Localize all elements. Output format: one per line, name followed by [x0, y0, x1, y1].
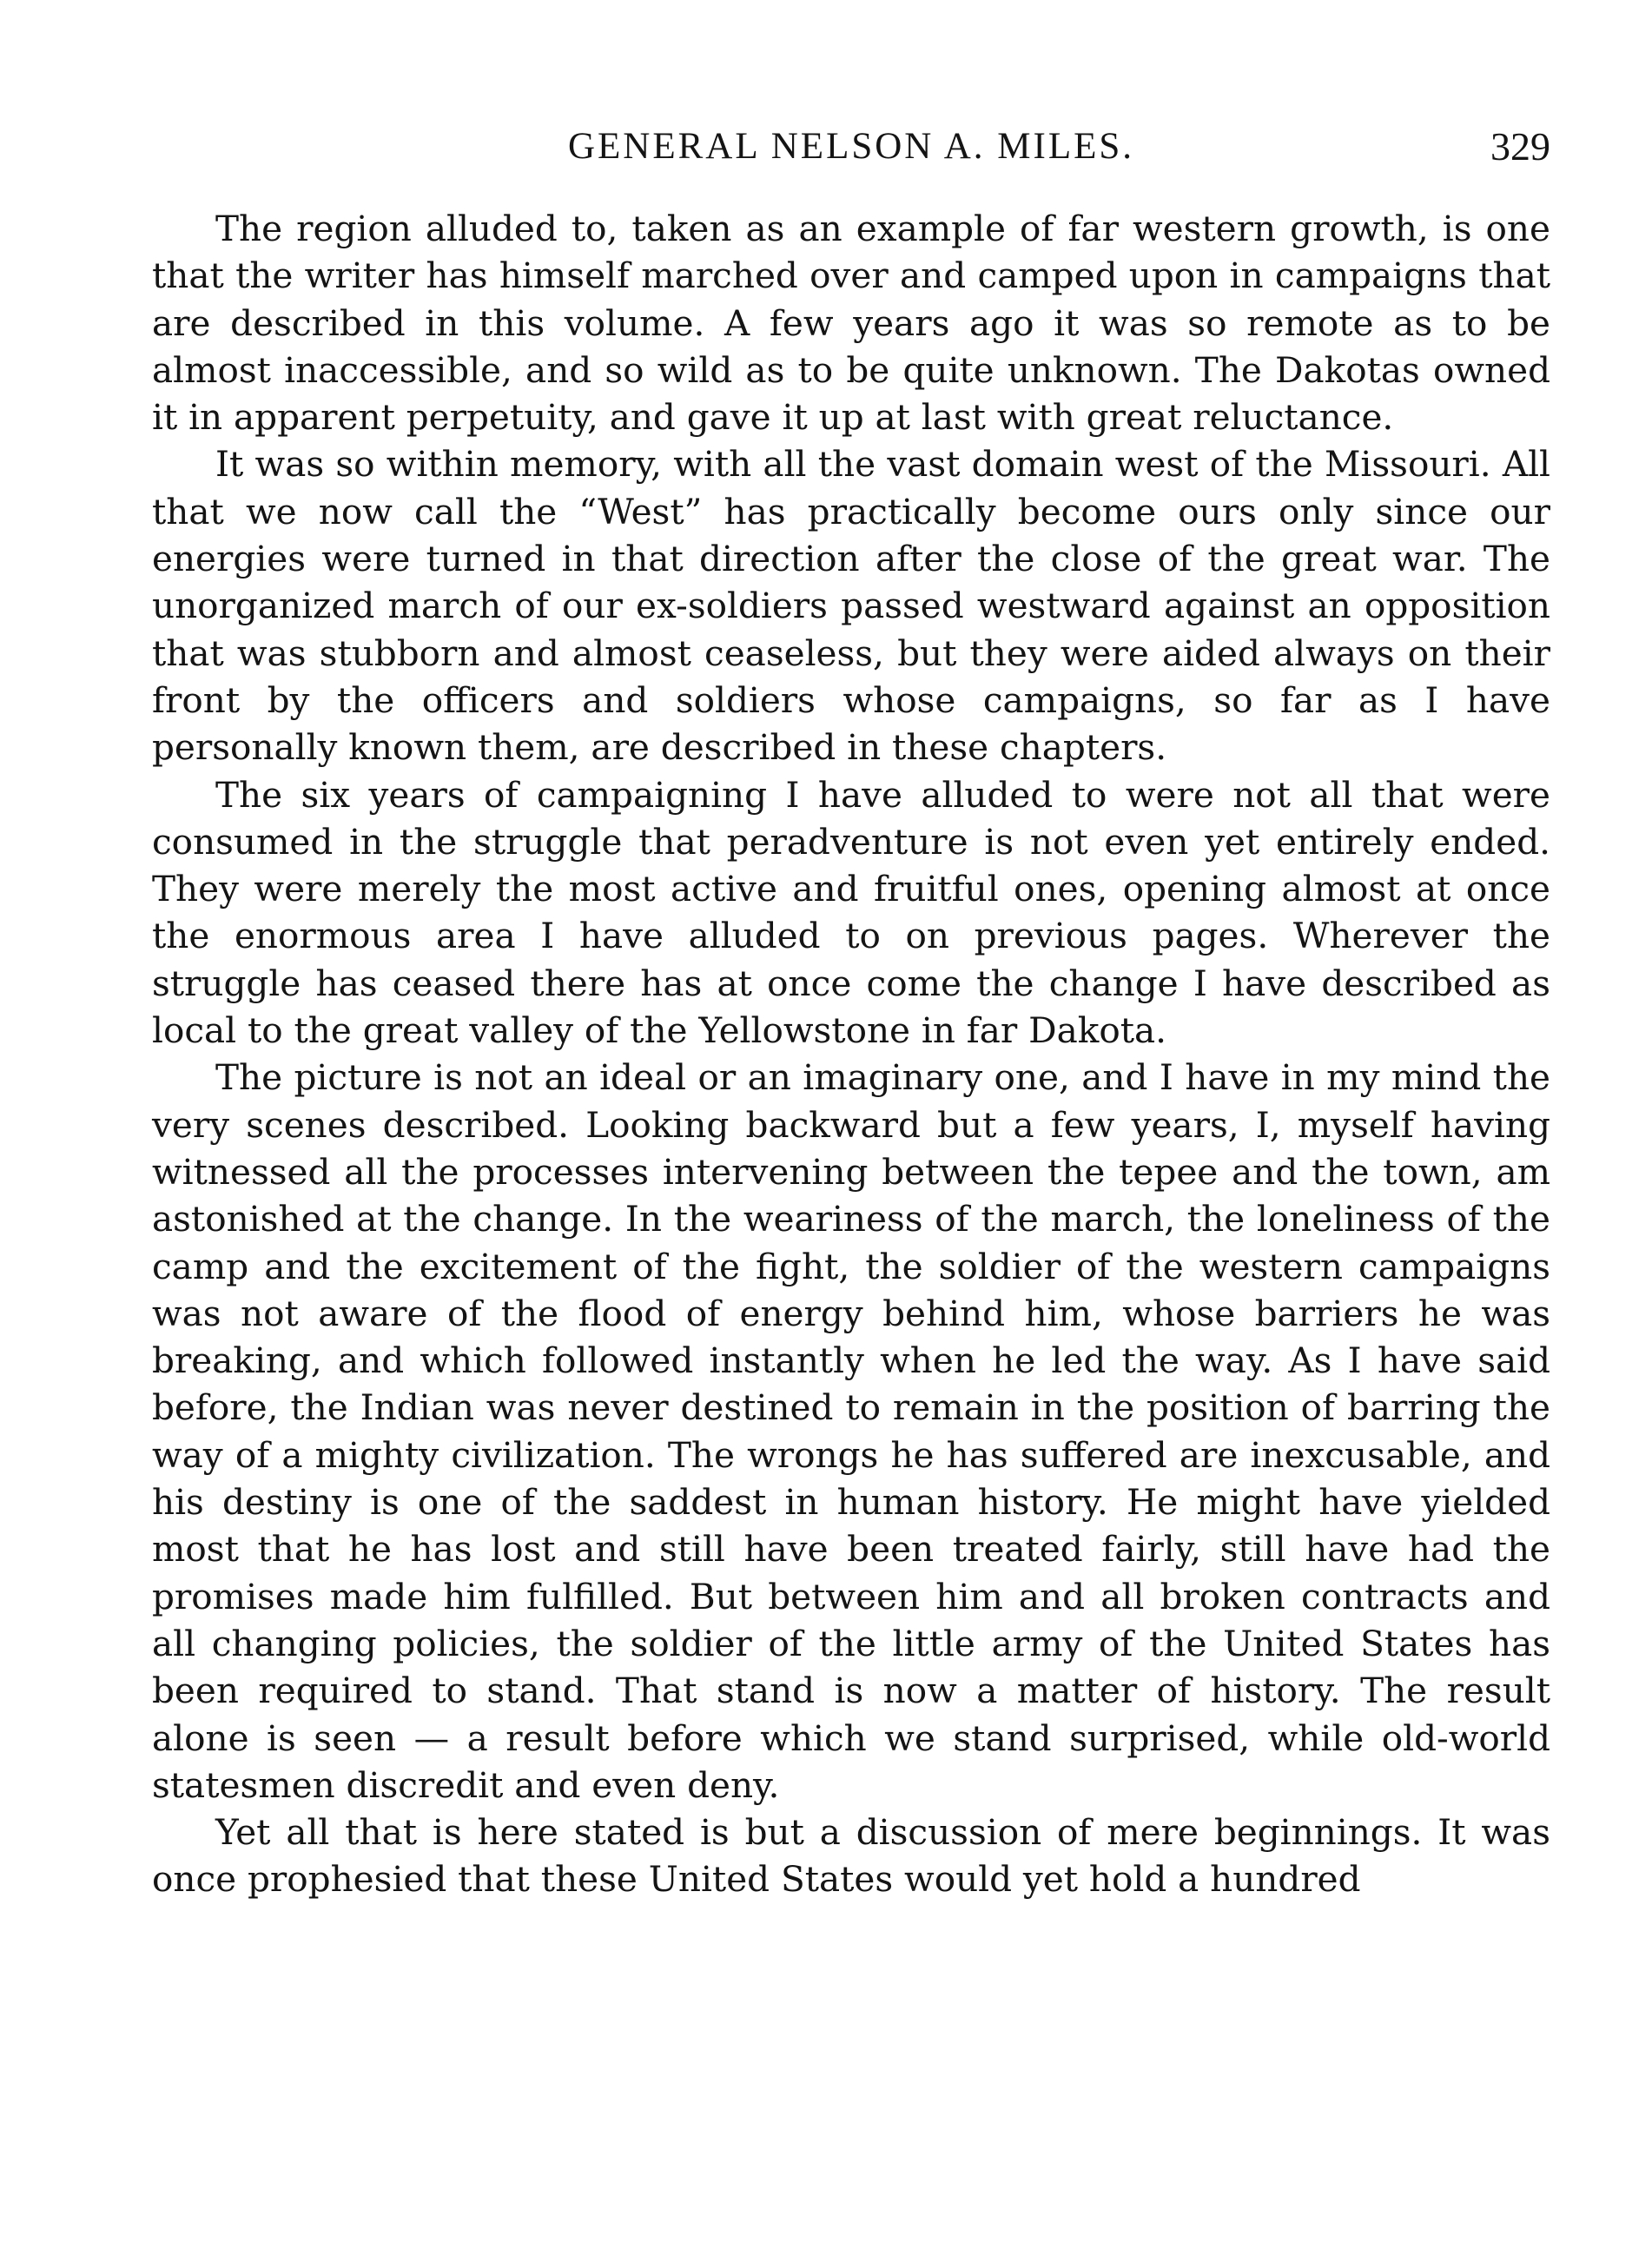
- paragraph: The region alluded to, taken as an example of far western growth, is one that the writer has himself marched over and camped upon in campaigns that are described in this volume. A few years ago it was so remote as to be almost inaccessible, and so wild as to be quite unknown. The Dakotas owned it in apparent perpetuity, and gave it up at last with great reluctance.: [152, 208, 1550, 439]
- paragraph: The six years of campaigning I have alluded to were not all that were consumed in the struggle that peradventure is not even yet entirely ended. They were merely the most active and fruitful ones, opening almost at once the enormous area I have alluded to on previous pages. Wherever the struggle has ceased there has at once come the change I have described as local to the great valley of the Yellowstone in far Dakota.: [152, 773, 1550, 1052]
- running-title: GENERAL NELSON A. MILES.: [567, 126, 1135, 167]
- running-head: [152, 121, 1550, 173]
- body-text: [152, 205, 1550, 1903]
- page-number: 329: [1490, 124, 1550, 169]
- paragraph: The picture is not an ideal or an imaginary one, and I have in my mind the very scenes described. Looking backward but a few years, I, myself having witnessed all the processes intervening between the tepee and the town, am astonished at the change. In the weariness of the march, the loneliness of the camp and the excitement of the fight, the soldier of the western campaigns was not aware of the flood of energy behind him, whose barriers he was breaking, and which followed instantly when he led the way. As I have said before, the Indian was never destined to remain in the position of barring the way of a mighty civilization. The wrongs he has suffered are inexcusable, and his destiny is one of the saddest in human history. He might have yielded most that he has lost and still have been treated fairly, still have had the promises made him fulfilled. But between him and all broken contracts and all changing policies, the soldier of the little army of the United States has been required to stand. That stand is now a matter of history. The result alone is seen — a result before which we stand surprised, while old-world statesmen discredit and even deny.: [152, 1056, 1550, 1806]
- paragraph: It was so within memory, with all the vast domain west of the Missouri. All that we now call the “West” has practically become ours only since our energies were turned in that direction after the close of the great war. The unorganized march of our ex-soldiers passed westward against an opposition that was stubborn and almost ceaseless, but they were aided always on their front by the officers and soldiers whose campaigns, so far as I have personally known them, are described in these chapters.: [152, 443, 1550, 769]
- paragraph: Yet all that is here stated is but a discussion of mere beginnings. It was once prophesied that these United States would yet hold a hundred: [152, 1811, 1550, 1901]
